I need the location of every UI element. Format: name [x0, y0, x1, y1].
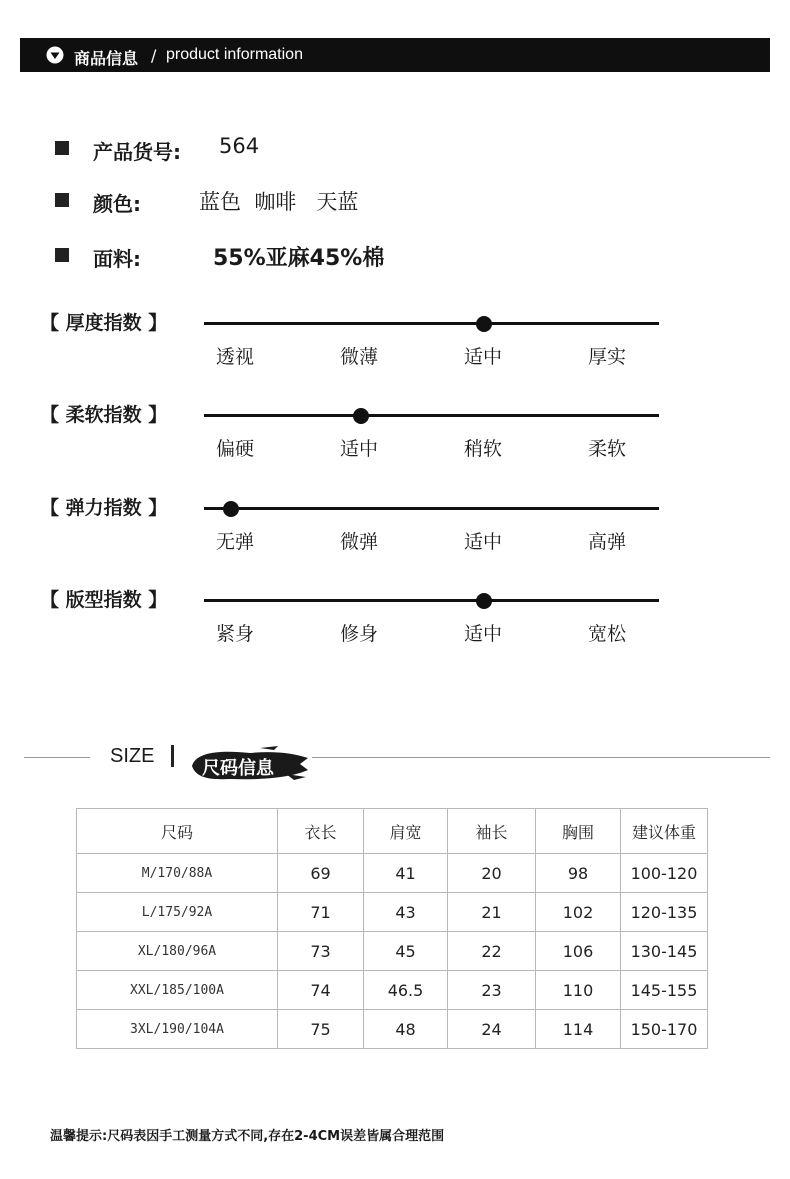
table-cell: M/170/88A: [77, 854, 278, 893]
index-label: 【 柔软指数 】: [40, 404, 168, 426]
table-cell: 48: [364, 1010, 448, 1049]
size-heading: SIZE: [110, 745, 155, 767]
index-tick-label: 紧身: [215, 623, 255, 645]
table-cell: 73: [278, 932, 364, 971]
size-table: [76, 808, 708, 1049]
index-tick-label: 柔软: [587, 438, 627, 460]
index-tick-label: 透视: [215, 346, 255, 368]
elasticity-index: [0, 493, 790, 563]
index-tick-label: 微薄: [339, 346, 379, 368]
table-cell: 130-145: [621, 932, 708, 971]
table-row: [77, 854, 708, 893]
table-header-cell: 尺码: [77, 809, 278, 854]
square-bullet-icon: [55, 141, 69, 155]
thickness-index: [0, 308, 790, 378]
fit-index: [0, 585, 790, 655]
section-title-cn: 商品信息: [74, 49, 139, 68]
section-header: [20, 38, 770, 72]
table-cell: 71: [278, 893, 364, 932]
index-tick-label: 适中: [463, 623, 503, 645]
info-label: 颜色:: [93, 192, 141, 216]
index-tick-label: 高弹: [587, 531, 627, 553]
table-row: [77, 932, 708, 971]
table-cell: 22: [448, 932, 536, 971]
index-tick-label: 微弹: [339, 531, 379, 553]
table-cell: 98: [536, 854, 621, 893]
table-cell: 74: [278, 971, 364, 1010]
index-tick-label: 厚实: [587, 346, 627, 368]
heart-down-icon: [46, 46, 64, 64]
index-label: 【 厚度指数 】: [40, 312, 168, 334]
table-cell: 46.5: [364, 971, 448, 1010]
table-cell: L/175/92A: [77, 893, 278, 932]
table-cell: XL/180/96A: [77, 932, 278, 971]
index-scale-line: [204, 507, 659, 510]
table-cell: 75: [278, 1010, 364, 1049]
index-tick-label: 无弹: [215, 531, 255, 553]
table-row: [77, 893, 708, 932]
table-cell: 102: [536, 893, 621, 932]
square-bullet-icon: [55, 193, 69, 207]
index-scale-line: [204, 599, 659, 602]
divider-line: [24, 757, 90, 758]
index-marker: [476, 316, 492, 332]
table-cell: 120-135: [621, 893, 708, 932]
index-scale-line: [204, 414, 659, 417]
info-label: 产品货号:: [93, 140, 181, 164]
heading-bar: [171, 745, 174, 767]
table-header-cell: 胸围: [536, 809, 621, 854]
table-cell: 23: [448, 971, 536, 1010]
table-cell: 145-155: [621, 971, 708, 1010]
section-title-en: product information: [166, 46, 303, 63]
table-cell: 21: [448, 893, 536, 932]
table-cell: 20: [448, 854, 536, 893]
table-cell: 43: [364, 893, 448, 932]
table-row: [77, 1010, 708, 1049]
index-label: 【 弹力指数 】: [40, 497, 168, 519]
index-tick-label: 适中: [463, 531, 503, 553]
index-tick-label: 宽松: [587, 623, 627, 645]
table-cell: 41: [364, 854, 448, 893]
size-info-badge-text: 尺码信息: [202, 758, 274, 779]
index-tick-label: 稍软: [463, 438, 503, 460]
table-header-cell: 袖长: [448, 809, 536, 854]
fabric-value: 55%亚麻45%棉: [213, 246, 385, 271]
table-header-cell: 衣长: [278, 809, 364, 854]
size-note: 温馨提示:尺码表因手工测量方式不同,存在2-4CM误差皆属合理范围: [50, 1129, 445, 1144]
table-cell: 45: [364, 932, 448, 971]
index-label: 【 版型指数 】: [40, 589, 168, 611]
index-tick-label: 修身: [339, 623, 379, 645]
table-cell: 114: [536, 1010, 621, 1049]
color-value: 蓝色 咖啡 天蓝: [199, 190, 359, 214]
product-number-value: 564: [219, 134, 260, 158]
title-separator: /: [151, 46, 157, 65]
table-cell: XXL/185/100A: [77, 971, 278, 1010]
table-header-row: [77, 809, 708, 854]
table-header-cell: 肩宽: [364, 809, 448, 854]
table-row: [77, 971, 708, 1010]
square-bullet-icon: [55, 248, 69, 262]
table-cell: 100-120: [621, 854, 708, 893]
index-marker: [223, 501, 239, 517]
table-cell: 106: [536, 932, 621, 971]
index-tick-label: 适中: [463, 346, 503, 368]
info-label: 面料:: [93, 247, 141, 271]
index-scale-line: [204, 322, 659, 325]
divider-line: [312, 757, 770, 758]
table-cell: 150-170: [621, 1010, 708, 1049]
table-cell: 3XL/190/104A: [77, 1010, 278, 1049]
table-cell: 24: [448, 1010, 536, 1049]
table-cell: 69: [278, 854, 364, 893]
index-marker: [353, 408, 369, 424]
table-cell: 110: [536, 971, 621, 1010]
table-header-cell: 建议体重: [621, 809, 708, 854]
softness-index: [0, 400, 790, 470]
index-tick-label: 适中: [339, 438, 379, 460]
index-marker: [476, 593, 492, 609]
index-tick-label: 偏硬: [215, 438, 255, 460]
